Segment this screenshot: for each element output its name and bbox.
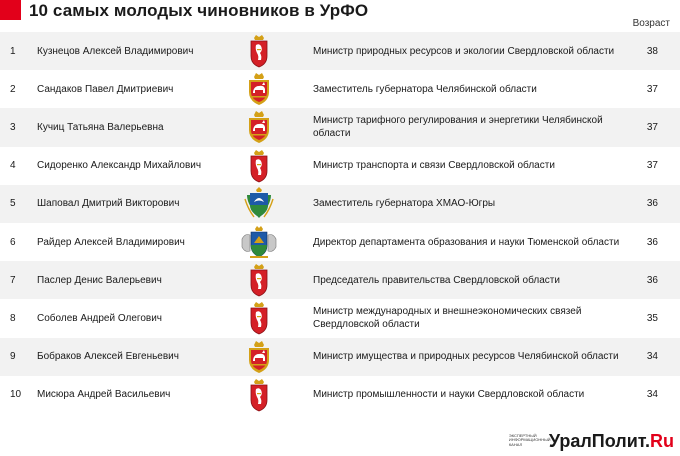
official-age: 37 bbox=[646, 83, 658, 95]
table-row bbox=[0, 261, 680, 299]
official-name: Сандаков Павел Дмитриевич bbox=[37, 83, 174, 95]
official-position: Министр промышленности и науки Свердловской области bbox=[313, 389, 585, 401]
table-row bbox=[0, 223, 680, 261]
official-name: Мисюра Андрей Васильевич bbox=[37, 389, 171, 401]
row-number: 5 bbox=[10, 198, 16, 210]
official-position: Министр природных ресурсов и экологии Свердловской области bbox=[313, 45, 615, 57]
sverdlovsk-emblem-icon bbox=[241, 263, 277, 297]
uralpolit-logo[interactable] bbox=[509, 428, 674, 452]
official-name: Кучиц Татьяна Валерьевна bbox=[37, 121, 164, 133]
row-number: 10 bbox=[10, 389, 22, 401]
official-age: 36 bbox=[646, 198, 658, 210]
logo-suffix: Ru bbox=[650, 431, 674, 451]
row-number: 3 bbox=[10, 121, 16, 133]
official-position: Председатель правительства Свердловской области bbox=[313, 274, 560, 286]
official-name: Сидоренко Александр Михайлович bbox=[37, 160, 202, 172]
chelyabinsk-emblem-icon bbox=[241, 340, 277, 374]
table-row bbox=[0, 147, 680, 185]
row-number: 9 bbox=[10, 351, 16, 363]
official-position: Министр тарифного регулирования и энергетики Челябинской области bbox=[313, 115, 603, 140]
official-age: 37 bbox=[646, 160, 658, 172]
official-position: Директор департамента образования и науки Тюменской области bbox=[313, 236, 620, 248]
sverdlovsk-emblem-icon bbox=[241, 34, 277, 68]
tyumen-emblem-icon bbox=[241, 225, 277, 259]
official-name: Райдер Алексей Владимирович bbox=[37, 236, 185, 248]
official-name: Бобраков Алексей Евгеньевич bbox=[37, 351, 179, 363]
official-name: Кузнецов Алексей Владимирович bbox=[37, 45, 194, 57]
official-position: Министр транспорта и связи Свердловской области bbox=[313, 160, 555, 172]
official-age: 38 bbox=[646, 45, 658, 57]
hmao-emblem-icon bbox=[241, 187, 277, 221]
row-number: 8 bbox=[10, 312, 16, 324]
official-name: Шаповал Дмитрий Викторович bbox=[37, 198, 180, 210]
sverdlovsk-emblem-icon bbox=[241, 301, 277, 335]
sverdlovsk-emblem-icon bbox=[241, 149, 277, 183]
official-age: 36 bbox=[646, 236, 658, 248]
official-position: Заместитель губернатора ХМАО-Югры bbox=[313, 198, 496, 210]
logo-wordmark bbox=[549, 431, 674, 452]
chelyabinsk-emblem-icon bbox=[241, 72, 277, 106]
table-row bbox=[0, 299, 680, 337]
official-age: 34 bbox=[646, 351, 658, 363]
title-accent-bar bbox=[0, 0, 21, 20]
logo-tagline: ЭКСПЕРТНЫЙ ИНФОРМАЦИОННЫЙ КАНАЛ bbox=[508, 432, 551, 447]
official-name: Соболев Андрей Олегович bbox=[37, 312, 163, 324]
table-row bbox=[0, 185, 680, 223]
row-number: 4 bbox=[10, 160, 16, 172]
table-row bbox=[0, 70, 680, 108]
age-column-header: Возраст bbox=[632, 18, 670, 29]
logo-main-text: УралПолит. bbox=[548, 431, 650, 451]
official-position: Заместитель губернатора Челябинской области bbox=[313, 83, 537, 95]
official-age: 34 bbox=[646, 389, 658, 401]
official-age: 37 bbox=[646, 121, 658, 133]
officials-table bbox=[0, 32, 680, 414]
table-row bbox=[0, 376, 680, 414]
official-position: Министр международных и внешнеэкономических связей Свердловской области bbox=[313, 306, 582, 331]
table-row bbox=[0, 338, 680, 376]
official-age: 36 bbox=[646, 274, 658, 286]
sverdlovsk-emblem-icon bbox=[241, 378, 277, 412]
official-position: Министр имущества и природных ресурсов Челябинской области bbox=[313, 351, 619, 363]
chelyabinsk-emblem-icon bbox=[241, 110, 277, 144]
official-age: 35 bbox=[646, 312, 658, 324]
row-number: 2 bbox=[10, 83, 16, 95]
row-number: 1 bbox=[10, 45, 16, 57]
row-number: 7 bbox=[10, 274, 16, 286]
table-row bbox=[0, 32, 680, 70]
table-row bbox=[0, 108, 680, 146]
row-number: 6 bbox=[10, 236, 16, 248]
official-name: Паслер Денис Валерьевич bbox=[37, 274, 162, 286]
page-title: 10 самых молодых чиновников в УрФО bbox=[29, 1, 369, 20]
